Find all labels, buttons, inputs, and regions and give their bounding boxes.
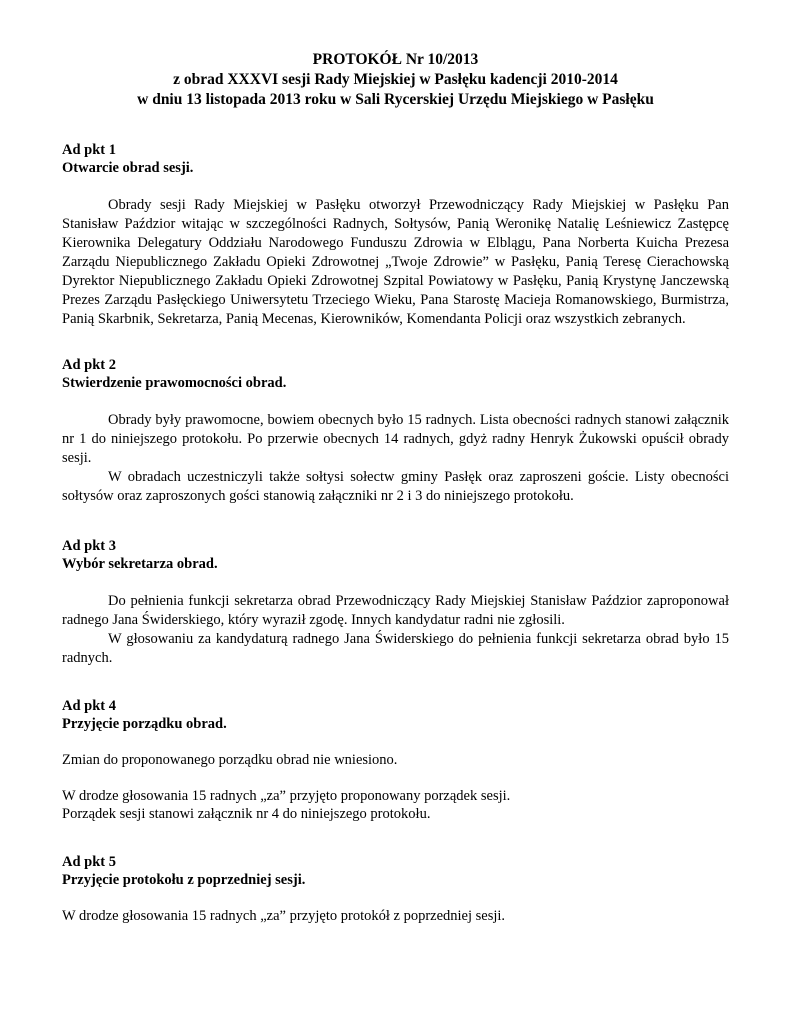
section-text: Zmian do proponowanego porządku obrad nie wniesiono. <box>62 752 398 768</box>
section-ad-pkt-2 <box>62 356 729 506</box>
section-text: W drodze głosowania 15 radnych „za” przyjęto protokół z poprzedniej sesji. <box>62 908 506 924</box>
section-label: Ad pkt 2 <box>62 357 116 373</box>
section-title: Wybór sekretarza obrad. <box>62 556 218 572</box>
session-title: z obrad XXXVI sesji Rady Miejskiej w Pasłęku kadencji 2010-2014 <box>173 71 618 88</box>
section-title: Przyjęcie porządku obrad. <box>62 716 227 732</box>
section-paragraph: Obrady sesji Rady Miejskiej w Pasłęku otworzył Przewodniczący Rady Miejskiej w Pasłęku Pan Stanisław Paździor witając w szczególności Radnych, Sołtysów, Panią Weronikę Natalię Leśniewicz Zastępcę Kierownika Delegatury Oddziału Narodowego Funduszu Zdrowia w Elblągu, Pana Norberta Kuicha Prezesa Zarządu Niepublicznego Zakładu Opieki Zdrowotnej „Twoje Zdrowie” w Pasłęku, Panią Teresę Cierachowską Dyrektor Niepublicznego Zakładu Opieki Zdrowotnej Szpital Powiatowy w Pasłęku, Panią Krystynę Janczewską Prezes Zarządu Pasłęckiego Uniwersytetu Trzeciego Wieku, Pana Starostę Macieja Romanowskiego, Burmistrza, Panią Skarbnik, Sekretarza, Panią Mecenas, Kierowników, Komendanta Policji oraz wszystkich zebranych. <box>62 197 729 327</box>
section-title: Otwarcie obrad sesji. <box>62 160 194 176</box>
section-ad-pkt-1 <box>62 141 729 329</box>
section-title: Stwierdzenie prawomocności obrad. <box>62 375 287 391</box>
section-ad-pkt-4 <box>62 697 729 823</box>
section-label: Ad pkt 3 <box>62 538 116 554</box>
section-ad-pkt-3 <box>62 537 729 668</box>
section-ad-pkt-5 <box>62 853 729 925</box>
section-paragraph: W obradach uczestniczyli także sołtysi sołectw gminy Pasłęk oraz zaproszeni goście. Listy obecności sołtysów oraz zaproszonych gości stanowią załączniki nr 2 i 3 do niniejszego protokołu. <box>62 469 729 504</box>
section-paragraph: Do pełnienia funkcji sekretarza obrad Przewodniczący Rady Miejskiej Stanisław Paździor zaproponował radnego Jana Świderskiego, który wyraził zgodę. Innych kandydatur radni nie zgłosili. <box>62 593 729 628</box>
section-paragraph: W głosowaniu za kandydaturą radnego Jana Świderskiego do pełnienia funkcji sekretarza obrad było 15 radnych. <box>62 631 729 666</box>
section-label: Ad pkt 1 <box>62 142 116 158</box>
document-header <box>62 50 729 110</box>
section-text: W drodze głosowania 15 radnych „za” przyjęto proponowany porządek sesji. <box>62 788 511 804</box>
section-text: Porządek sesji stanowi załącznik nr 4 do niniejszego protokołu. <box>62 806 431 822</box>
section-label: Ad pkt 5 <box>62 854 116 870</box>
section-title: Przyjęcie protokołu z poprzedniej sesji. <box>62 872 306 888</box>
session-date-location: w dniu 13 listopada 2013 roku w Sali Rycerskiej Urzędu Miejskiego w Pasłęku <box>137 91 654 108</box>
document-page <box>62 50 729 925</box>
section-label: Ad pkt 4 <box>62 698 116 714</box>
section-paragraph: Obrady były prawomocne, bowiem obecnych było 15 radnych. Lista obecności radnych stanowi załącznik nr 1 do niniejszego protokołu. Po przerwie obecnych 14 radnych, gdyż radny Henryk Żukowski opuścił obrady sesji. <box>62 412 729 466</box>
protocol-number-title: PROTOKÓŁ Nr 10/2013 <box>312 51 479 68</box>
